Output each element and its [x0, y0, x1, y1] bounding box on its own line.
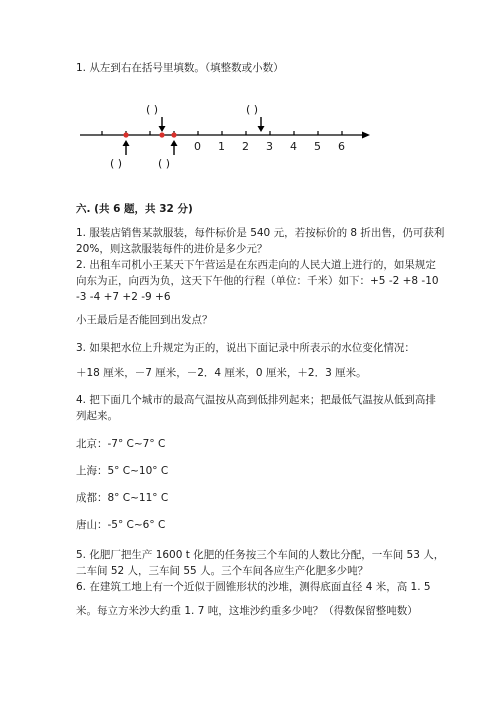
problem-1-line-2: 20%，则这款服装每件的进价是多少元？	[76, 243, 268, 255]
tick-label-3: 3	[266, 140, 273, 153]
problem-4-line-1: 4. 把下面几个城市的最高气温按从高到低排列起来；把最低气温按从低到高排	[76, 394, 436, 406]
marked-point	[159, 132, 164, 137]
arrow-up-icon	[123, 140, 130, 155]
problem-2-line-3: -3 -4 +7 +2 -9 +6	[76, 291, 171, 303]
problem-4-line-2: 列起来。	[76, 410, 118, 422]
problem-6-line-2: 米。每立方米沙大约重 1. 7 吨，这堆沙约重多少吨？（得数保留整吨数）	[76, 605, 418, 617]
problem-3-prompt: 3. 如果把水位上升规定为正的，说出下面记录中所表示的水位变化情况：	[76, 342, 415, 354]
tick-label-1: 1	[218, 140, 225, 153]
answer-blank-bottom-left: ( )	[110, 157, 123, 170]
answer-blank-top-right: ( )	[246, 103, 259, 116]
answer-blank-top-left: ( )	[146, 103, 159, 116]
tick-label-6: 6	[338, 140, 345, 153]
answer-blank-bottom-right: ( )	[158, 157, 171, 170]
city-beijing: 北京：-7° C~7° C	[76, 438, 166, 450]
problem-5-line-2: 二车间 52 人，三车间 55 人。三个车间各应生产化肥多少吨？	[76, 565, 369, 577]
problem-1-line-1: 1. 服装店销售某款服装，每件标价是 540 元，若按标价的 8 折出售，仍可获利	[76, 227, 445, 239]
problem-2-question: 小王最后是否能回到出发点？	[76, 314, 213, 326]
city-tangshan: 唐山：-5° C~6° C	[76, 519, 166, 531]
problem-3-values: ＋18 厘米，－7 厘米，－2．4 厘米，0 厘米，＋2．3 厘米。	[76, 367, 367, 379]
problem-5-line-1: 5. 化肥厂把生产 1600 t 化肥的任务按三个车间的人数比分配，一车间 53 人，	[76, 549, 445, 561]
tick-label-4: 4	[290, 140, 297, 153]
arrow-up-icon	[171, 140, 178, 155]
question-1-prompt: 1. 从左到右在括号里填数。（填整数或小数）	[76, 62, 284, 74]
city-shanghai: 上海：5° C~10° C	[76, 465, 169, 477]
number-line-figure	[0, 95, 500, 175]
tick-label-0: 0	[194, 140, 201, 153]
city-chengdu: 成都：8° C~11° C	[76, 492, 169, 504]
problem-6-line-1: 6. 在建筑工地上有一个近似于圆锥形状的沙堆，测得底面直径 4 米，高 1. 5	[76, 581, 431, 593]
tick-label-2: 2	[242, 140, 249, 153]
tick-label-5: 5	[314, 140, 321, 153]
arrow-down-icon	[159, 117, 166, 132]
axis-arrowhead-icon	[362, 132, 370, 139]
marked-point	[171, 132, 176, 137]
section-title: 六. (共 6 题，共 32 分)	[76, 203, 193, 215]
marked-point	[123, 132, 128, 137]
problem-2-line-2: 向东为正，向西为负，这天下午他的行程（单位：千米）如下：+5 -2 +8 -10	[76, 275, 439, 287]
problem-2-line-1: 2. 出租车司机小王某天下午营运是在东西走向的人民大道上进行的，如果规定	[76, 259, 436, 271]
arrow-down-icon	[258, 117, 265, 132]
